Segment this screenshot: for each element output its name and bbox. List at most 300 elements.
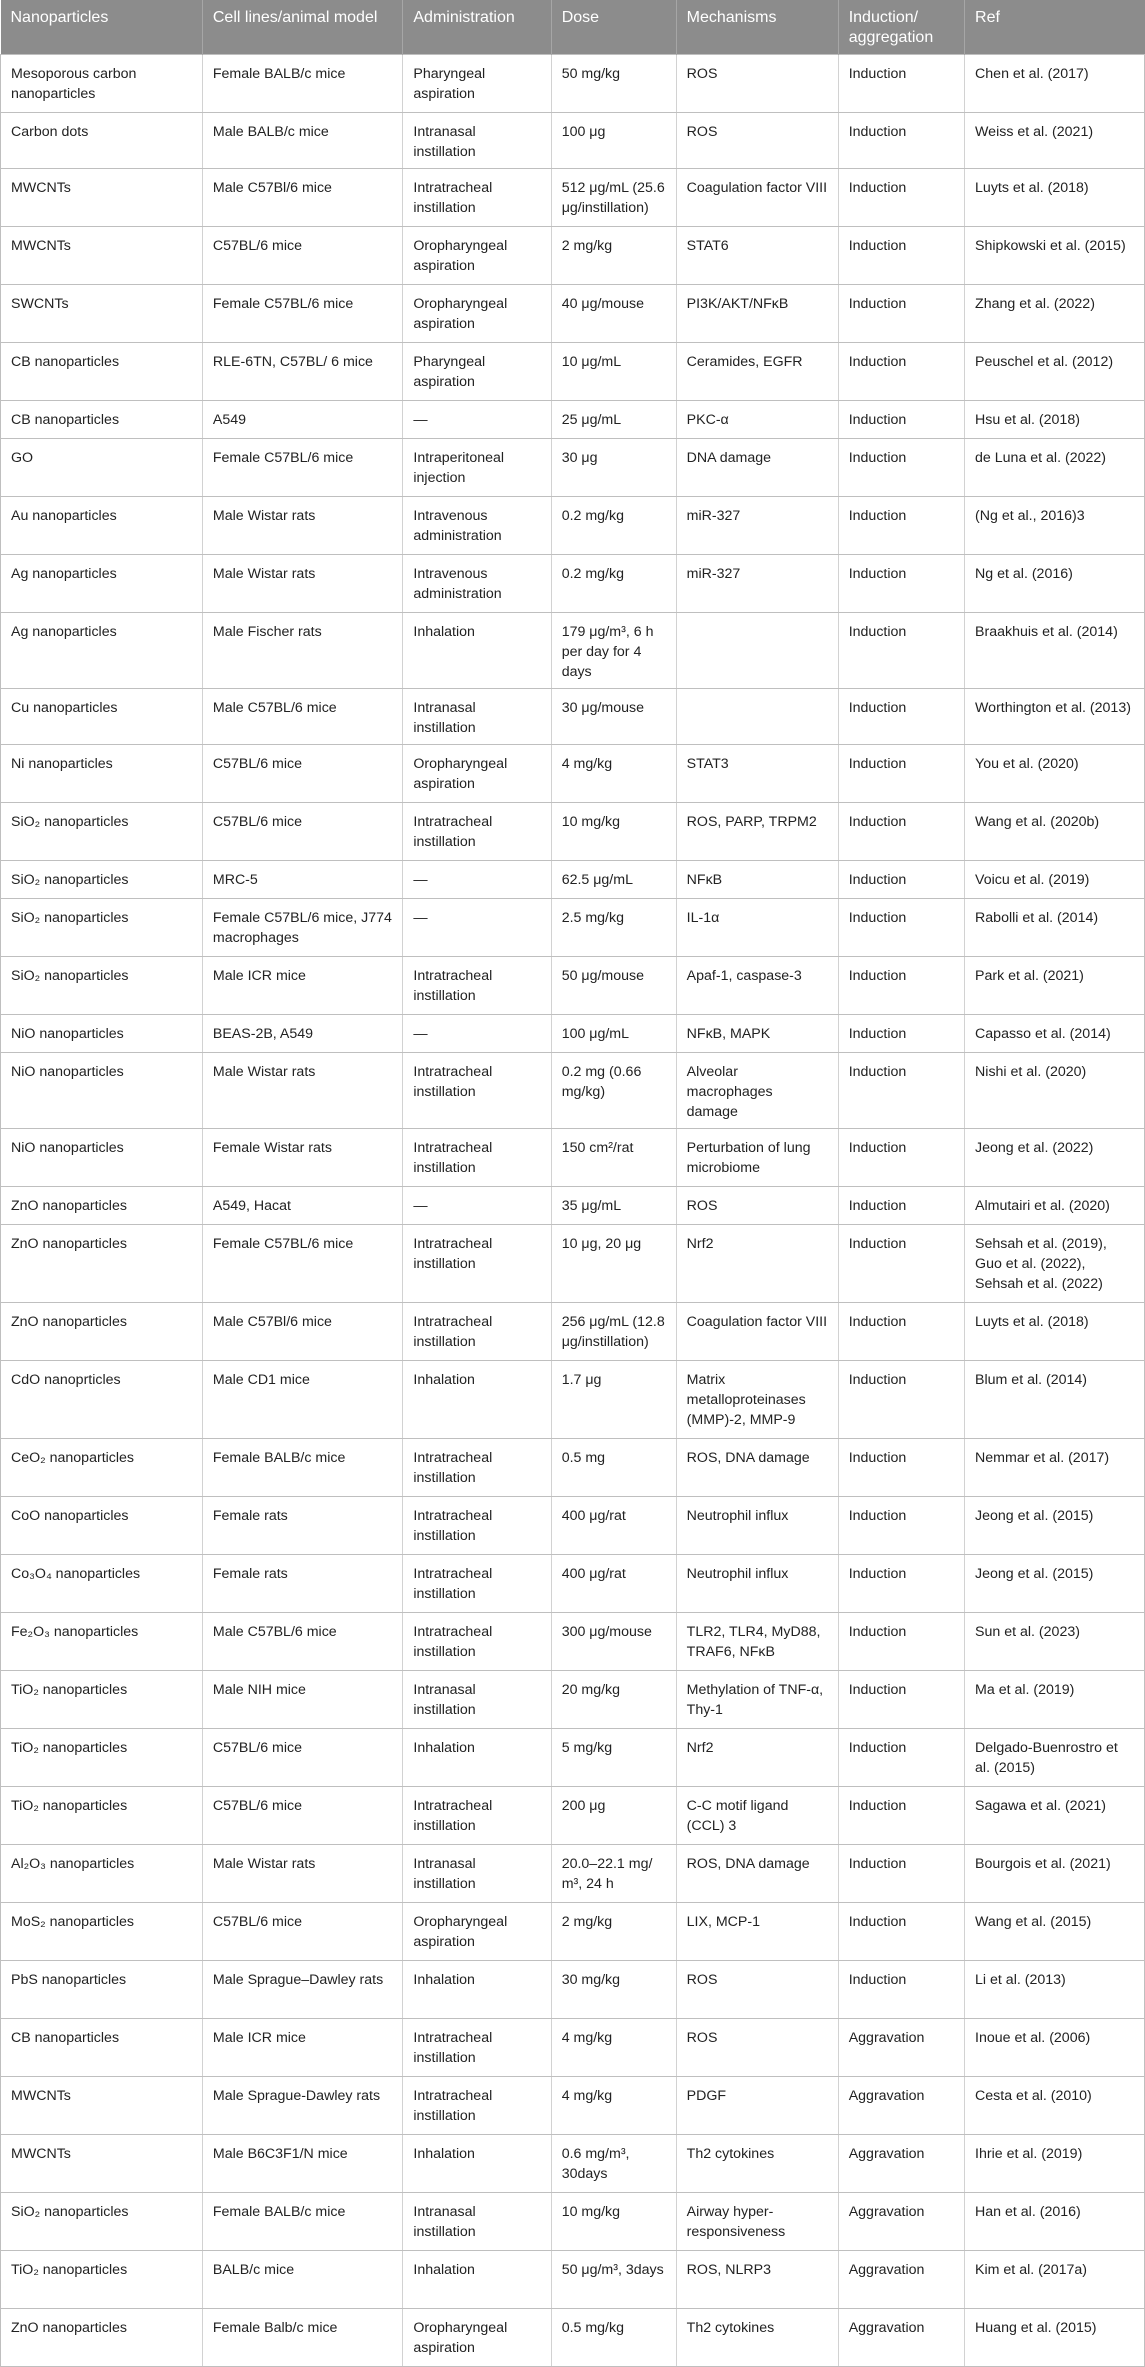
administration-cell: Inhalation — [403, 2135, 551, 2193]
administration-cell: Inhalation — [403, 1961, 551, 2019]
model-cell: A549, Hacat — [202, 1187, 403, 1225]
effect-cell: Induction — [838, 1787, 964, 1845]
column-header-dose: Dose — [551, 0, 676, 55]
model-cell: Female BALB/c mice — [202, 1439, 403, 1497]
dose-cell: 0.6 mg/m³, 30days — [551, 2135, 676, 2193]
effect-cell: Aggravation — [838, 2309, 964, 2367]
table-row — [1, 1961, 1145, 2019]
dose-cell: 0.2 mg (0.66 mg/kg) — [551, 1053, 676, 1129]
dose-cell: 10 μg, 20 μg — [551, 1225, 676, 1303]
ref-cell: (Ng et al., 2016)3 — [965, 497, 1145, 555]
model-cell: BALB/c mice — [202, 2251, 403, 2309]
effect-cell: Induction — [838, 1729, 964, 1787]
dose-cell: 35 μg/mL — [551, 1187, 676, 1225]
administration-cell: Intratracheal instillation — [403, 1555, 551, 1613]
mechanism-cell: ROS — [676, 1187, 838, 1225]
nanoparticle-cell: MWCNTs — [1, 227, 203, 285]
effect-cell: Induction — [838, 227, 964, 285]
administration-cell: Intratracheal instillation — [403, 1053, 551, 1129]
administration-cell: Intranasal instillation — [403, 689, 551, 745]
ref-cell: Braakhuis et al. (2014) — [965, 613, 1145, 689]
administration-cell: — — [403, 401, 551, 439]
ref-cell: Nemmar et al. (2017) — [965, 1439, 1145, 1497]
dose-cell: 50 mg/kg — [551, 55, 676, 113]
mechanism-cell: ROS, PARP, TRPM2 — [676, 803, 838, 861]
ref-cell: Shipkowski et al. (2015) — [965, 227, 1145, 285]
table-header — [1, 0, 1145, 55]
dose-cell: 40 μg/mouse — [551, 285, 676, 343]
table-row — [1, 497, 1145, 555]
nanoparticle-cell: ZnO nanoparticles — [1, 2309, 203, 2367]
model-cell: Female C57BL/6 mice, J774 macrophages — [202, 899, 403, 957]
ref-cell: Sun et al. (2023) — [965, 1613, 1145, 1671]
administration-cell: Intratracheal instillation — [403, 1613, 551, 1671]
model-cell: C57BL/6 mice — [202, 745, 403, 803]
administration-cell: Intratracheal instillation — [403, 1225, 551, 1303]
administration-cell: Pharyngeal aspiration — [403, 55, 551, 113]
nanoparticle-cell: Ni nanoparticles — [1, 745, 203, 803]
ref-cell: Delgado-Buenrostro et al. (2015) — [965, 1729, 1145, 1787]
table-row — [1, 1671, 1145, 1729]
ref-cell: Almutairi et al. (2020) — [965, 1187, 1145, 1225]
effect-cell: Induction — [838, 613, 964, 689]
mechanism-cell: Coagulation factor VIII — [676, 1303, 838, 1361]
effect-cell: Induction — [838, 113, 964, 169]
dose-cell: 512 μg/mL (25.6 μg/instillation) — [551, 169, 676, 227]
mechanism-cell: C-C motif ligand (CCL) 3 — [676, 1787, 838, 1845]
administration-cell: Inhalation — [403, 1361, 551, 1439]
nanoparticle-cell: Mesoporous carbon nanoparticles — [1, 55, 203, 113]
administration-cell: — — [403, 899, 551, 957]
model-cell: Male C57Bl/6 mice — [202, 1303, 403, 1361]
mechanism-cell: Airway hyper-responsiveness — [676, 2193, 838, 2251]
ref-cell: Jeong et al. (2015) — [965, 1555, 1145, 1613]
administration-cell: Oropharyngeal aspiration — [403, 285, 551, 343]
table-row — [1, 55, 1145, 113]
model-cell: Male Sprague–Dawley rats — [202, 1961, 403, 2019]
dose-cell: 50 μg/m³, 3days — [551, 2251, 676, 2309]
mechanism-cell: ROS — [676, 1961, 838, 2019]
ref-cell: Huang et al. (2015) — [965, 2309, 1145, 2367]
dose-cell: 150 cm²/rat — [551, 1129, 676, 1187]
administration-cell: Oropharyngeal aspiration — [403, 2309, 551, 2367]
effect-cell: Induction — [838, 1225, 964, 1303]
dose-cell: 5 mg/kg — [551, 1729, 676, 1787]
model-cell: Male Wistar rats — [202, 1845, 403, 1903]
effect-cell: Aggravation — [838, 2135, 964, 2193]
mechanism-cell: TLR2, TLR4, MyD88, TRAF6, NFκB — [676, 1613, 838, 1671]
mechanism-cell: Methylation of TNF-α, Thy-1 — [676, 1671, 838, 1729]
nanoparticle-cell: NiO nanoparticles — [1, 1053, 203, 1129]
table-body — [1, 55, 1145, 2367]
effect-cell: Induction — [838, 689, 964, 745]
mechanism-cell: ROS, DNA damage — [676, 1845, 838, 1903]
nanoparticle-cell: CB nanoparticles — [1, 2019, 203, 2077]
model-cell: Female Balb/c mice — [202, 2309, 403, 2367]
model-cell: Male CD1 mice — [202, 1361, 403, 1439]
ref-cell: Sagawa et al. (2021) — [965, 1787, 1145, 1845]
model-cell: Male BALB/c mice — [202, 113, 403, 169]
ref-cell: Li et al. (2013) — [965, 1961, 1145, 2019]
effect-cell: Induction — [838, 1187, 964, 1225]
nanoparticle-cell: Fe₂O₃ nanoparticles — [1, 1613, 203, 1671]
model-cell: Female BALB/c mice — [202, 2193, 403, 2251]
administration-cell: Pharyngeal aspiration — [403, 343, 551, 401]
effect-cell: Induction — [838, 497, 964, 555]
effect-cell: Induction — [838, 957, 964, 1015]
nanoparticle-cell: CB nanoparticles — [1, 343, 203, 401]
ref-cell: Sehsah et al. (2019), Guo et al. (2022), Sehsah et al. (2022) — [965, 1225, 1145, 1303]
administration-cell: Oropharyngeal aspiration — [403, 745, 551, 803]
administration-cell: Intratracheal instillation — [403, 1303, 551, 1361]
model-cell: Male NIH mice — [202, 1671, 403, 1729]
nanoparticle-cell: CdO nanoprticles — [1, 1361, 203, 1439]
model-cell: Male ICR mice — [202, 2019, 403, 2077]
effect-cell: Induction — [838, 285, 964, 343]
table-row — [1, 439, 1145, 497]
model-cell: Male Wistar rats — [202, 555, 403, 613]
effect-cell: Induction — [838, 555, 964, 613]
model-cell: Male Fischer rats — [202, 613, 403, 689]
dose-cell: 0.2 mg/kg — [551, 555, 676, 613]
effect-cell: Induction — [838, 343, 964, 401]
column-header-induction: Induction/ aggregation — [838, 0, 964, 55]
nanoparticle-cell: CoO nanoparticles — [1, 1497, 203, 1555]
dose-cell: 2.5 mg/kg — [551, 899, 676, 957]
mechanism-cell: STAT6 — [676, 227, 838, 285]
mechanism-cell: Nrf2 — [676, 1729, 838, 1787]
nanoparticle-cell: SiO₂ nanoparticles — [1, 899, 203, 957]
administration-cell: Intranasal instillation — [403, 1845, 551, 1903]
header-row — [1, 0, 1145, 55]
table-row — [1, 1439, 1145, 1497]
effect-cell: Induction — [838, 1961, 964, 2019]
dose-cell: 4 mg/kg — [551, 2019, 676, 2077]
administration-cell: Intraperitoneal injection — [403, 439, 551, 497]
administration-cell: Inhalation — [403, 2251, 551, 2309]
mechanism-cell: ROS — [676, 55, 838, 113]
dose-cell: 10 μg/mL — [551, 343, 676, 401]
administration-cell: Intranasal instillation — [403, 113, 551, 169]
mechanism-cell: ROS — [676, 113, 838, 169]
nanoparticle-cell: ZnO nanoparticles — [1, 1225, 203, 1303]
table-row — [1, 1729, 1145, 1787]
table-row — [1, 343, 1145, 401]
model-cell: C57BL/6 mice — [202, 227, 403, 285]
mechanism-cell: NFκB — [676, 861, 838, 899]
nanoparticle-cell: NiO nanoparticles — [1, 1015, 203, 1053]
ref-cell: Blum et al. (2014) — [965, 1361, 1145, 1439]
table-row — [1, 555, 1145, 613]
table-row — [1, 2135, 1145, 2193]
mechanism-cell: Perturbation of lung microbiome — [676, 1129, 838, 1187]
mechanism-cell: Nrf2 — [676, 1225, 838, 1303]
mechanism-cell: DNA damage — [676, 439, 838, 497]
dose-cell: 4 mg/kg — [551, 745, 676, 803]
table-row — [1, 1613, 1145, 1671]
mechanism-cell — [676, 613, 838, 689]
mechanism-cell: PDGF — [676, 2077, 838, 2135]
dose-cell: 50 μg/mouse — [551, 957, 676, 1015]
nanoparticle-cell: MWCNTs — [1, 2077, 203, 2135]
mechanism-cell: miR-327 — [676, 555, 838, 613]
ref-cell: Ng et al. (2016) — [965, 555, 1145, 613]
effect-cell: Induction — [838, 1053, 964, 1129]
dose-cell: 200 μg — [551, 1787, 676, 1845]
model-cell: Male B6C3F1/N mice — [202, 2135, 403, 2193]
nanoparticle-cell: Cu nanoparticles — [1, 689, 203, 745]
nanoparticle-cell: PbS nanoparticles — [1, 1961, 203, 2019]
ref-cell: Wang et al. (2015) — [965, 1903, 1145, 1961]
nanoparticle-cell: SWCNTs — [1, 285, 203, 343]
model-cell: Male C57Bl/6 mice — [202, 169, 403, 227]
mechanism-cell: Neutrophil influx — [676, 1497, 838, 1555]
nanoparticle-cell: SiO₂ nanoparticles — [1, 803, 203, 861]
nanoparticle-cell: Ag nanoparticles — [1, 555, 203, 613]
mechanism-cell — [676, 689, 838, 745]
table-row — [1, 1053, 1145, 1129]
dose-cell: 20.0–22.1 mg/ m³, 24 h — [551, 1845, 676, 1903]
table-row — [1, 227, 1145, 285]
model-cell: BEAS-2B, A549 — [202, 1015, 403, 1053]
ref-cell: Inoue et al. (2006) — [965, 2019, 1145, 2077]
administration-cell: Intratracheal instillation — [403, 1497, 551, 1555]
dose-cell: 10 mg/kg — [551, 803, 676, 861]
model-cell: RLE-6TN, C57BL/ 6 mice — [202, 343, 403, 401]
model-cell: MRC-5 — [202, 861, 403, 899]
mechanism-cell: PI3K/AKT/NFκB — [676, 285, 838, 343]
administration-cell: Intratracheal instillation — [403, 803, 551, 861]
nanoparticle-cell: GO — [1, 439, 203, 497]
administration-cell: Intratracheal instillation — [403, 1787, 551, 1845]
table-row — [1, 1555, 1145, 1613]
ref-cell: You et al. (2020) — [965, 745, 1145, 803]
nanoparticle-cell: Co₃O₄ nanoparticles — [1, 1555, 203, 1613]
table-row — [1, 1303, 1145, 1361]
model-cell: Male C57BL/6 mice — [202, 689, 403, 745]
model-cell: Male Wistar rats — [202, 497, 403, 555]
mechanism-cell: Alveolar macrophages damage — [676, 1053, 838, 1129]
ref-cell: Ma et al. (2019) — [965, 1671, 1145, 1729]
model-cell: Male C57BL/6 mice — [202, 1613, 403, 1671]
ref-cell: Wang et al. (2020b) — [965, 803, 1145, 861]
dose-cell: 100 μg/mL — [551, 1015, 676, 1053]
dose-cell: 62.5 μg/mL — [551, 861, 676, 899]
table-row — [1, 861, 1145, 899]
effect-cell: Induction — [838, 745, 964, 803]
mechanism-cell: ROS — [676, 2019, 838, 2077]
mechanism-cell: STAT3 — [676, 745, 838, 803]
effect-cell: Induction — [838, 1361, 964, 1439]
dose-cell: 0.2 mg/kg — [551, 497, 676, 555]
column-header-nanoparticles: Nanoparticles — [1, 0, 203, 55]
table-row — [1, 285, 1145, 343]
nanoparticle-cell: MoS₂ nanoparticles — [1, 1903, 203, 1961]
ref-cell: Nishi et al. (2020) — [965, 1053, 1145, 1129]
table-row — [1, 2019, 1145, 2077]
ref-cell: Worthington et al. (2013) — [965, 689, 1145, 745]
column-header-administration: Administration — [403, 0, 551, 55]
ref-cell: Capasso et al. (2014) — [965, 1015, 1145, 1053]
ref-cell: Jeong et al. (2015) — [965, 1497, 1145, 1555]
mechanism-cell: miR-327 — [676, 497, 838, 555]
table-row — [1, 899, 1145, 957]
dose-cell: 0.5 mg — [551, 1439, 676, 1497]
administration-cell: Intratracheal instillation — [403, 957, 551, 1015]
model-cell: Male Sprague-Dawley rats — [202, 2077, 403, 2135]
nanoparticle-cell: TiO₂ nanoparticles — [1, 1671, 203, 1729]
table-row — [1, 2309, 1145, 2367]
dose-cell: 400 μg/rat — [551, 1555, 676, 1613]
dose-cell: 2 mg/kg — [551, 1903, 676, 1961]
dose-cell: 30 mg/kg — [551, 1961, 676, 2019]
nanoparticle-cell: TiO₂ nanoparticles — [1, 1729, 203, 1787]
model-cell: Male ICR mice — [202, 957, 403, 1015]
effect-cell: Induction — [838, 1555, 964, 1613]
ref-cell: Luyts et al. (2018) — [965, 169, 1145, 227]
table-row — [1, 745, 1145, 803]
ref-cell: Jeong et al. (2022) — [965, 1129, 1145, 1187]
table-row — [1, 1787, 1145, 1845]
administration-cell: Intratracheal instillation — [403, 2019, 551, 2077]
table-row — [1, 1225, 1145, 1303]
dose-cell: 4 mg/kg — [551, 2077, 676, 2135]
nanoparticle-cell: SiO₂ nanoparticles — [1, 861, 203, 899]
effect-cell: Induction — [838, 1845, 964, 1903]
model-cell: Female rats — [202, 1497, 403, 1555]
mechanism-cell: Matrix metalloproteinases (MMP)-2, MMP-9 — [676, 1361, 838, 1439]
ref-cell: Bourgois et al. (2021) — [965, 1845, 1145, 1903]
effect-cell: Induction — [838, 861, 964, 899]
administration-cell: Intranasal instillation — [403, 2193, 551, 2251]
mechanism-cell: ROS, DNA damage — [676, 1439, 838, 1497]
effect-cell: Induction — [838, 1903, 964, 1961]
nanoparticle-cell: SiO₂ nanoparticles — [1, 957, 203, 1015]
table-row — [1, 689, 1145, 745]
effect-cell: Aggravation — [838, 2077, 964, 2135]
effect-cell: Induction — [838, 1497, 964, 1555]
mechanism-cell: Apaf-1, caspase-3 — [676, 957, 838, 1015]
mechanism-cell: Neutrophil influx — [676, 1555, 838, 1613]
dose-cell: 10 mg/kg — [551, 2193, 676, 2251]
table-row — [1, 1187, 1145, 1225]
nanoparticle-cell: Al₂O₃ nanoparticles — [1, 1845, 203, 1903]
effect-cell: Induction — [838, 1671, 964, 1729]
ref-cell: Hsu et al. (2018) — [965, 401, 1145, 439]
ref-cell: Park et al. (2021) — [965, 957, 1145, 1015]
administration-cell: Oropharyngeal aspiration — [403, 1903, 551, 1961]
table-row — [1, 2251, 1145, 2309]
mechanism-cell: Th2 cytokines — [676, 2309, 838, 2367]
table-row — [1, 2193, 1145, 2251]
model-cell: Female BALB/c mice — [202, 55, 403, 113]
model-cell: C57BL/6 mice — [202, 1903, 403, 1961]
effect-cell: Induction — [838, 899, 964, 957]
effect-cell: Induction — [838, 1303, 964, 1361]
column-header-ref: Ref — [965, 0, 1145, 55]
nanoparticle-cell: TiO₂ nanoparticles — [1, 2251, 203, 2309]
mechanism-cell: Coagulation factor VIII — [676, 169, 838, 227]
ref-cell: Peuschel et al. (2012) — [965, 343, 1145, 401]
column-header-cell-lines: Cell lines/animal model — [202, 0, 403, 55]
table-row — [1, 1845, 1145, 1903]
ref-cell: Zhang et al. (2022) — [965, 285, 1145, 343]
effect-cell: Induction — [838, 1613, 964, 1671]
mechanism-cell: IL-1α — [676, 899, 838, 957]
dose-cell: 30 μg/mouse — [551, 689, 676, 745]
nanoparticle-cell: ZnO nanoparticles — [1, 1303, 203, 1361]
table-row — [1, 613, 1145, 689]
effect-cell: Induction — [838, 169, 964, 227]
administration-cell: Intranasal instillation — [403, 1671, 551, 1729]
effect-cell: Induction — [838, 401, 964, 439]
dose-cell: 179 μg/m³, 6 h per day for 4 days — [551, 613, 676, 689]
dose-cell: 2 mg/kg — [551, 227, 676, 285]
dose-cell: 30 μg — [551, 439, 676, 497]
effect-cell: Induction — [838, 55, 964, 113]
ref-cell: Rabolli et al. (2014) — [965, 899, 1145, 957]
dose-cell: 1.7 μg — [551, 1361, 676, 1439]
nanoparticle-cell: MWCNTs — [1, 2135, 203, 2193]
table-row — [1, 169, 1145, 227]
administration-cell: Intravenous administration — [403, 497, 551, 555]
effect-cell: Induction — [838, 803, 964, 861]
dose-cell: 0.5 mg/kg — [551, 2309, 676, 2367]
administration-cell: Intratracheal instillation — [403, 2077, 551, 2135]
table-row — [1, 113, 1145, 169]
model-cell: Female C57BL/6 mice — [202, 285, 403, 343]
effect-cell: Induction — [838, 1129, 964, 1187]
column-header-mechanisms: Mechanisms — [676, 0, 838, 55]
nanoparticle-cell: CeO₂ nanoparticles — [1, 1439, 203, 1497]
mechanism-cell: NFκB, MAPK — [676, 1015, 838, 1053]
dose-cell: 256 μg/mL (12.8 μg/instillation) — [551, 1303, 676, 1361]
table-row — [1, 1129, 1145, 1187]
dose-cell: 100 μg — [551, 113, 676, 169]
administration-cell: Intravenous administration — [403, 555, 551, 613]
effect-cell: Aggravation — [838, 2019, 964, 2077]
administration-cell: — — [403, 861, 551, 899]
administration-cell: Inhalation — [403, 613, 551, 689]
model-cell: C57BL/6 mice — [202, 803, 403, 861]
model-cell: A549 — [202, 401, 403, 439]
nanoparticle-cell: Carbon dots — [1, 113, 203, 169]
table-row — [1, 957, 1145, 1015]
ref-cell: Chen et al. (2017) — [965, 55, 1145, 113]
table-row — [1, 1361, 1145, 1439]
ref-cell: Kim et al. (2017a) — [965, 2251, 1145, 2309]
dose-cell: 400 μg/rat — [551, 1497, 676, 1555]
mechanism-cell: ROS, NLRP3 — [676, 2251, 838, 2309]
table-row — [1, 2077, 1145, 2135]
nanoparticle-cell: ZnO nanoparticles — [1, 1187, 203, 1225]
ref-cell: Voicu et al. (2019) — [965, 861, 1145, 899]
administration-cell: Intratracheal instillation — [403, 1129, 551, 1187]
administration-cell: — — [403, 1187, 551, 1225]
ref-cell: Ihrie et al. (2019) — [965, 2135, 1145, 2193]
table-row — [1, 1015, 1145, 1053]
nanoparticle-cell: SiO₂ nanoparticles — [1, 2193, 203, 2251]
nanoparticle-cell: MWCNTs — [1, 169, 203, 227]
dose-cell: 20 mg/kg — [551, 1671, 676, 1729]
nanoparticle-cell: TiO₂ nanoparticles — [1, 1787, 203, 1845]
administration-cell: Intratracheal instillation — [403, 1439, 551, 1497]
table-row — [1, 1497, 1145, 1555]
model-cell: Female Wistar rats — [202, 1129, 403, 1187]
administration-cell: — — [403, 1015, 551, 1053]
nanoparticle-cell: Au nanoparticles — [1, 497, 203, 555]
administration-cell: Intratracheal instillation — [403, 169, 551, 227]
